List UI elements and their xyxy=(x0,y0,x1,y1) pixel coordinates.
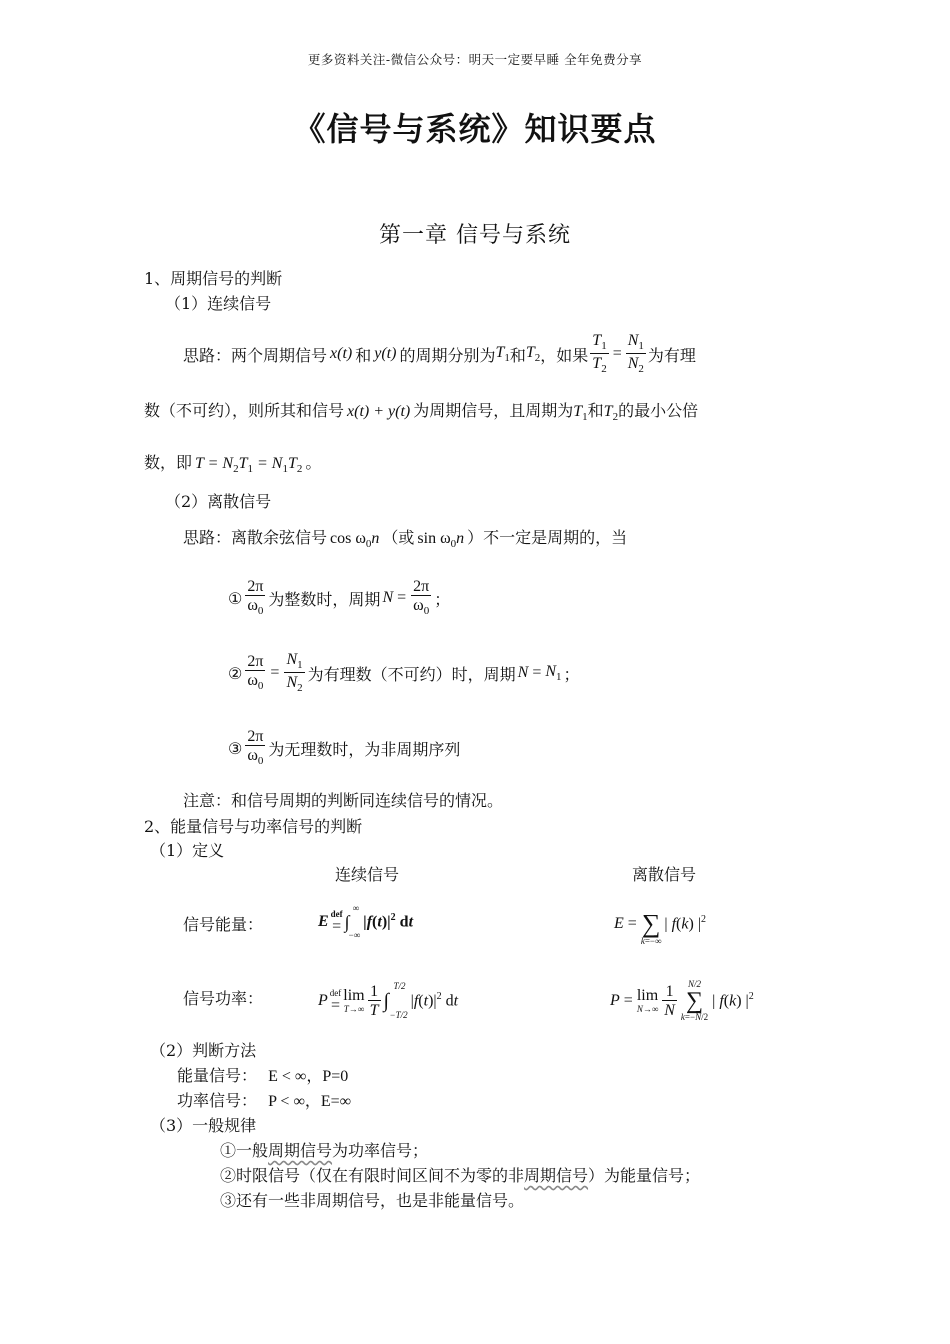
subheading-method: （2）判断方法 xyxy=(150,1041,257,1060)
math-sin: $\sin \omega_0n$ xyxy=(417,530,465,551)
chapter-title: 第一章 信号与系统 xyxy=(379,223,571,248)
power-formula-discrete: P = lim N→∞ $\frac{1}{N}$ N/2 ∑ k=−N/2 | f(k) $|^2$ xyxy=(610,979,754,1022)
energy-signal-condition: 能量信号： E < ∞，P=0 xyxy=(177,1066,349,1085)
column-continuous: 连续信号 xyxy=(335,865,400,884)
rule-2: ②时限信号（仅在有限时间区间不为零的非周期信号）为能量信号； xyxy=(220,1166,701,1185)
fraction-2pi-omega0: $\frac{2\pi}{\omega_0}$ xyxy=(413,577,430,618)
row-power-label: 信号功率： xyxy=(183,989,264,1008)
document-title: 《信号与系统》知识要点 xyxy=(293,110,657,148)
math-T2: $T_2$ xyxy=(603,403,619,424)
continuous-idea-line3: 数，即 $T = N_2T_1 = N_1T_2$ 。 xyxy=(144,453,322,476)
column-discrete: 离散信号 xyxy=(632,865,697,884)
rule-3: ③还有一些非周期信号，也是非能量信号。 xyxy=(220,1191,525,1210)
math-sum-signal: x(t) + y(t) xyxy=(347,403,411,420)
continuous-idea-line2: 数（不可约），则所其和信号 x(t) + y(t) 为周期信号，且周期为 $T_1$ 和 $T_2$ 的最小公倍 xyxy=(144,401,699,424)
math-T1: $T_1$ xyxy=(573,403,588,424)
section-heading-periodic: 1、周期信号的判断 xyxy=(144,269,283,288)
section-heading-energy-power: 2、能量信号与功率信号的判断 xyxy=(144,817,363,836)
math-cos: $\cos \omega_0n$ xyxy=(330,530,380,551)
case-2: ② $\frac{2\pi}{\omega_0}$ = $\frac{N_1}{N_2}$ 为有理数（不可约）时，周期 N = $N_1$ ； xyxy=(228,651,580,694)
math-period-formula: $T = N_2T_1 = N_1T_2$ xyxy=(195,455,303,476)
subheading-rules: （3）一般规律 xyxy=(150,1116,257,1135)
math-T1: $T_1$ xyxy=(495,343,510,365)
fraction-N1-N2: $\frac{N_1}{N_2}$ xyxy=(286,651,303,694)
energy-formula-continuous: E def = ∞ ∫ −∞ $|f(t)|^2$ dt xyxy=(318,903,414,940)
fraction-N1-N2: $\frac{N_1}{N_2}$ xyxy=(627,332,644,375)
case-1: ① $\frac{2\pi}{\omega_0}$ 为整数时，周期 N = $\frac{2\pi}{\omega_0}$ ； xyxy=(228,577,451,618)
math-x-t: x(t) xyxy=(330,345,353,362)
fraction-2pi-omega0: $\frac{2\pi}{\omega_0}$ xyxy=(247,577,264,618)
note-line: 注意：和信号周期的判断同连续信号的情况。 xyxy=(183,791,504,810)
subheading-continuous: （1）连续信号 xyxy=(165,294,272,313)
header-note: 更多资料关注-微信公众号：明天一定要早睡 全年免费分享 xyxy=(307,52,643,67)
discrete-idea-line: 思路：离散余弦信号 $\cos \omega_0n$ （或 $\sin \omega_0n$ ）不一定是周期的，当 xyxy=(183,528,628,551)
math-T2: $T_2$ xyxy=(525,343,541,365)
subheading-discrete: （2）离散信号 xyxy=(165,492,272,511)
fraction-2pi-omega0: $\frac{2\pi}{\omega_0}$ xyxy=(247,727,264,768)
power-signal-condition: 功率信号： P < ∞，E=∞ xyxy=(177,1091,352,1110)
fraction-2pi-omega0: $\frac{2\pi}{\omega_0}$ xyxy=(247,652,264,693)
subheading-definition: （1）定义 xyxy=(150,841,225,860)
math-y-t: y(t) xyxy=(374,345,397,362)
rule-1: ①一般周期信号为功率信号； xyxy=(220,1141,429,1160)
power-formula-continuous: P def = lim T→∞ $\frac{1}{T}$ T/2 ∫ −T/2 $|f(t)|^2$ dt xyxy=(318,981,459,1020)
continuous-idea-line1: 思路：两个周期信号 x(t) 和 y(t) 的周期分别为 $T_1$ 和 $T_2$ ，如果 $\frac{T_1}{T_2}$ = $\frac{N_1}{N_2}$ 为有理 xyxy=(183,332,696,375)
fraction-T1-T2: $\frac{T_1}{T_2}$ xyxy=(592,332,607,375)
case-3: ③ $\frac{2\pi}{\omega_0}$ 为无理数时，为非周期序列 xyxy=(228,727,461,768)
row-energy-label: 信号能量： xyxy=(183,915,264,934)
energy-formula-discrete: E = ∑ k=−∞ | f(k) $|^2$ xyxy=(614,909,707,946)
